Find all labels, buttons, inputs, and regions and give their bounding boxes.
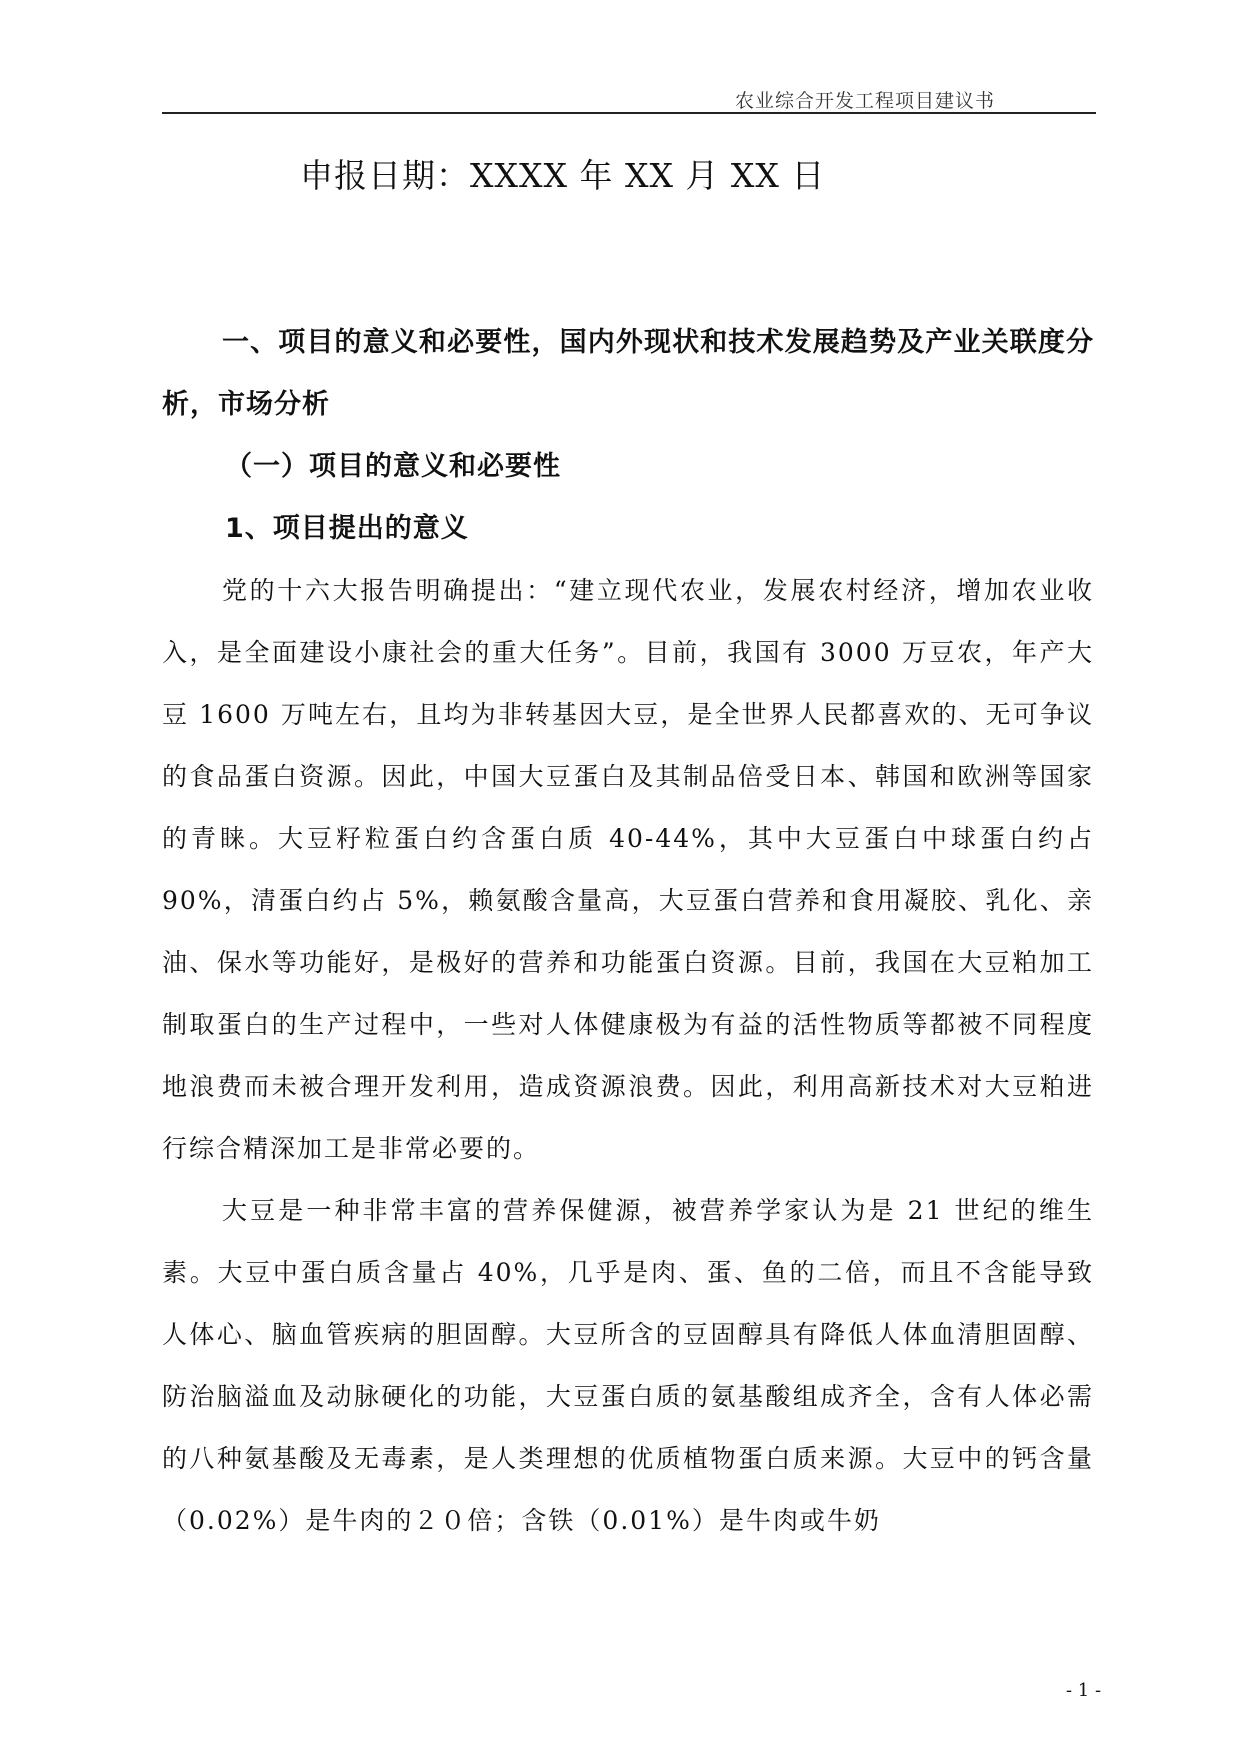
paragraph: 大豆是一种非常丰富的营养保健源，被营养学家认为是 21 世纪的维生素。大豆中蛋白质含量占 40%，几乎是肉、蛋、鱼的二倍，而且不含能导致人体心、脑血管疾病的胆固醇。大豆所含的豆固醇具有降低人体血清胆固醇、防治脑溢血及动脉硬化的功能，大豆蛋白质的氨基酸组成齐全，含有人体必需的八种氨基酸及无毒素，是人类理想的优质植物蛋白质来源。大豆中的钙含量（0.02%）是牛肉的２０倍；含铁（0.01%）是牛肉或牛奶 [162, 1196, 1094, 1535]
section-heading: 一、项目的意义和必要性，国内外现状和技术发展趋势及产业关联度分析，市场分析 [162, 327, 1094, 420]
paragraph: 党的十六大报告明确提出：“建立现代农业，发展农村经济，增加农业收入，是全面建设小康社会的重大任务”。目前，我国有 3000 万豆农，年产大豆 1600 万吨左右，且均为非转基因大豆，是全世界人民都喜欢的、无可争议的食品蛋白资源。因此，中国大豆蛋白及其制品倍受日本、韩国和欧洲等国家的青睐。大豆籽粒蛋白约含蛋白质 40-44%，其中大豆蛋白中球蛋白约占 90%，清蛋白约占 5%，赖氨酸含量高，大豆蛋白营养和食用凝胶、乳化、亲油、保水等功能好，是极好的营养和功能蛋白资源。目前，我国在大豆粕加工制取蛋白的生产过程中，一些对人体健康极为有益的活性物质等都被不同程度地浪费而未被合理开发利用，造成资源浪费。因此，利用高新技术对大豆粕进行综合精深加工是非常必要的。 [162, 576, 1094, 1163]
declaration-date: 申报日期：XXXX 年 XX 月 XX 日 [300, 156, 826, 195]
page-number: - 1 - [1066, 1680, 1102, 1701]
body-content [162, 312, 1094, 1552]
header-title: 农业综合开发工程项目建议书 [735, 90, 996, 112]
item-heading: 1、项目提出的意义 [225, 513, 469, 544]
header-rule [162, 112, 1096, 114]
subsection-heading: （一）项目的意义和必要性 [225, 451, 561, 482]
